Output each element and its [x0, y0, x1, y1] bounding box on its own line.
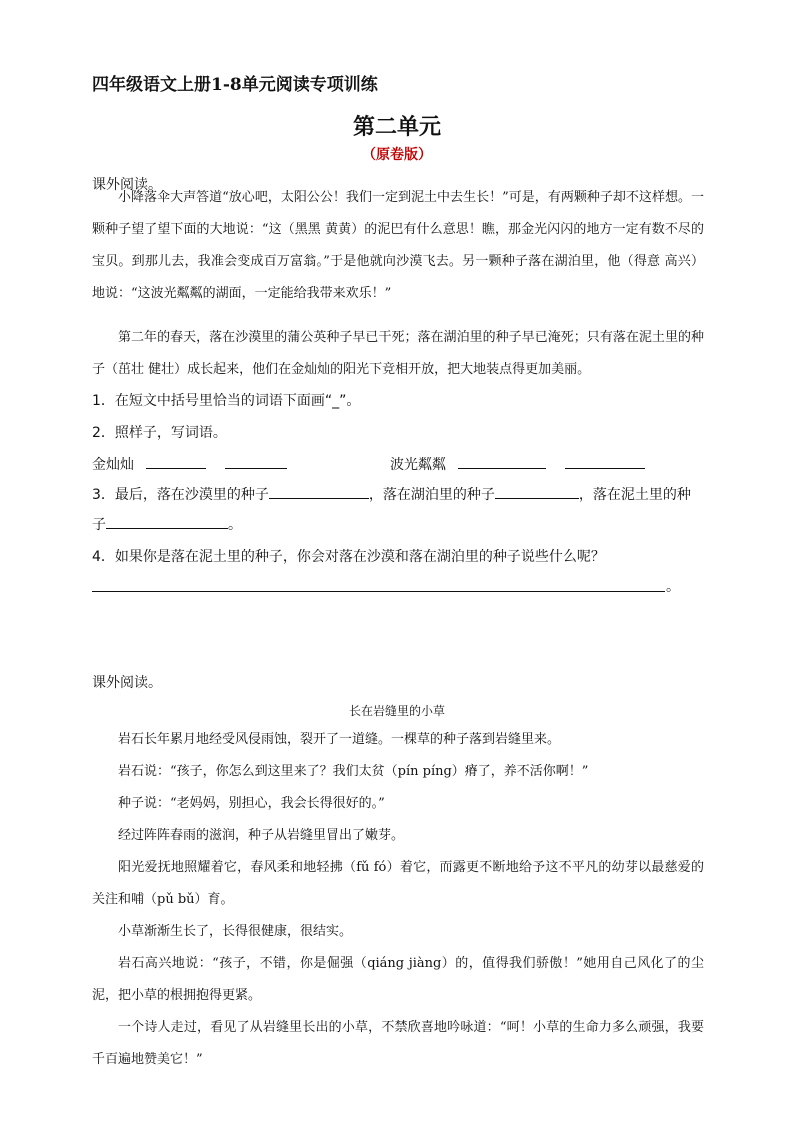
question-3: [92, 484, 691, 504]
answer-blank[interactable]: [495, 484, 579, 499]
story-title: 长在岩缝里的小草: [348, 704, 445, 718]
question-3-end: 。: [228, 517, 242, 533]
unit-title: 第二单元: [352, 115, 441, 140]
example-word-1: 金灿灿: [92, 457, 134, 473]
example-word-2: 波光粼粼: [390, 457, 446, 473]
answer-blank[interactable]: [225, 454, 287, 469]
question-2: 2．照样子，写词语。: [92, 425, 227, 441]
document-header: 四年级语文上册1-8单元阅读专项训练: [92, 75, 378, 95]
question-3-part-b: ，落在湖泊里的种子: [368, 487, 495, 503]
answer-blank[interactable]: [146, 454, 206, 469]
section1-paragraph-2: 第二年的春天，落在沙漠里的蒲公英种子早已干死；落在湖泊里的种子早已淹死；只有落在泥土里的种子（茁壮 健壮）成长起来，他们在金灿灿的阳光下竞相开放，把大地装点得更加美丽。: [92, 330, 704, 377]
story-paragraph-2: 岩石说：“孩子，你怎么到这里来了？我们太贫（pín píng）瘠了，养不活你啊！”: [118, 764, 589, 779]
question-2-blanks-row: [92, 454, 712, 474]
section1-paragraph-1: 小降落伞大声答道“放心吧，太阳公公！我们一定到泥土中去生长！”可是，有两颗种子却不这样想。一颗种子望了望下面的大地说：“这（黑黑 黄黄）的泥巴有什么意思！瞧，那金光闪闪的地方一定有数不尽的宝贝。到那儿去，我准会变成百万富翁。”于是他就向沙漠飞去。另一颗种子落在湖泊里，他（得意 高兴）地说：“这波光粼粼的湖面，一定能给我带来欢乐！”: [92, 190, 704, 301]
story-paragraph-6: 小草渐渐生长了，长得很健康，很结实。: [118, 924, 353, 939]
story-paragraph-7: 岩石高兴地说：“孩子，不错，你是倔强（qiáng jiàng）的，值得我们骄傲！”她用自己风化了的尘泥，把小草的根拥抱得更紧。: [92, 956, 704, 1003]
story-paragraph-4: 经过阵阵春雨的滋润，种子从岩缝里冒出了嫩芽。: [118, 828, 405, 843]
question-3-part-c: ，落在泥土里的种: [578, 487, 691, 503]
section2-label: 课外阅读。: [92, 675, 162, 691]
answer-blank[interactable]: [106, 514, 228, 529]
story-paragraph-5: 阳光爱抚地照耀着它，春风柔和地轻拂（fǔ fó）着它，而露更不断地给予这不平凡的幼芽以最慈爱的关注和哺（pǔ bǔ）育。: [92, 860, 704, 907]
question-4-answer-line[interactable]: [92, 590, 665, 592]
question-4: 4．如果你是落在泥土里的种子，你会对落在沙漠和落在湖泊里的种子说些什么呢？: [92, 549, 605, 565]
section1-label: 课外阅读。: [92, 177, 162, 193]
story-paragraph-8: 一个诗人走过，看见了从岩缝里长出的小草，不禁欣喜地吟咏道：“呵！小草的生命力多么顽强，我要千百遍地赞美它！”: [92, 1020, 704, 1067]
question-3-part-d: 子: [92, 517, 106, 533]
question-4-end: 。: [666, 579, 680, 595]
question-3-part-a: 3．最后，落在沙漠里的种子: [92, 487, 269, 503]
unit-subtitle: （原卷版）: [362, 147, 432, 163]
story-paragraph-1: 岩石长年累月地经受风侵雨蚀，裂开了一道缝。一棵草的种子落到岩缝里来。: [118, 732, 561, 747]
answer-blank[interactable]: [565, 454, 645, 469]
answer-blank[interactable]: [269, 484, 369, 499]
question-1: 1．在短文中括号里恰当的词语下面画“_”。: [92, 393, 361, 409]
story-paragraph-3: 种子说：“老妈妈，别担心，我会长得很好的。”: [118, 796, 385, 811]
question-3-continued: [92, 514, 242, 534]
answer-blank[interactable]: [458, 454, 546, 469]
